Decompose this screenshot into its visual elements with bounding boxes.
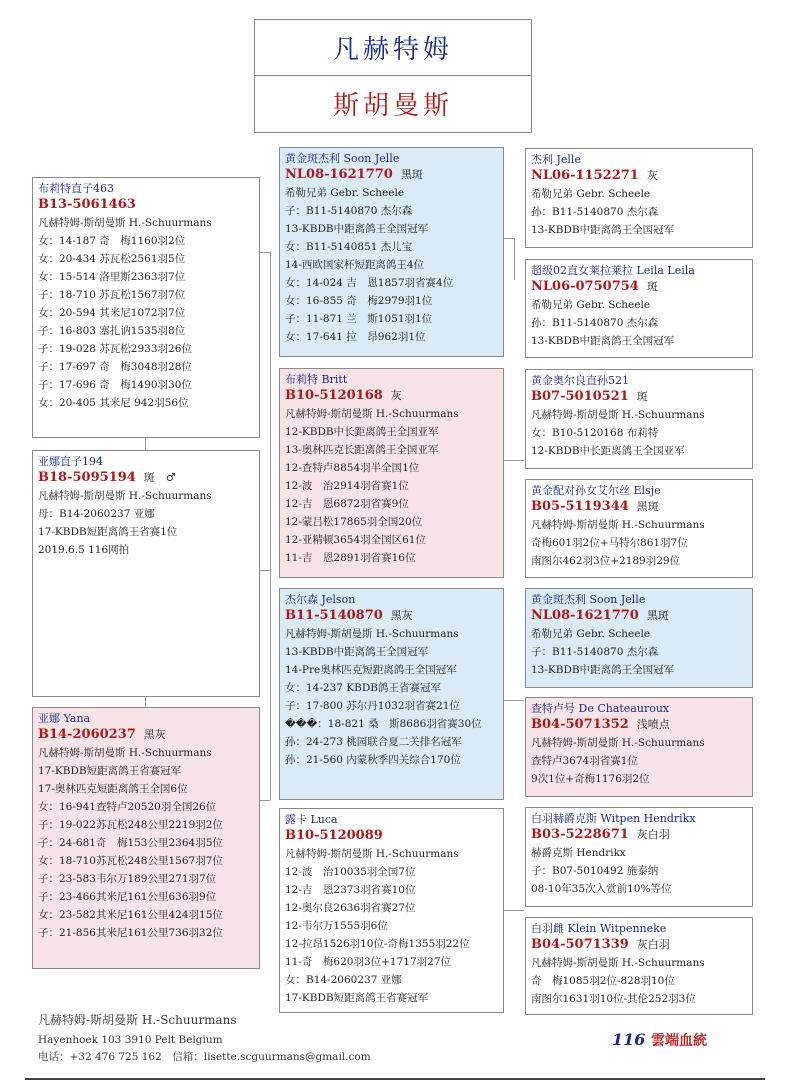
bottom-divider — [25, 1078, 765, 1080]
record-line: 希勒兄弟 Gebr. Scheele — [531, 299, 651, 311]
owner-name: 凡赫特姆-斯胡曼斯 H.-Schuurmans — [38, 1013, 237, 1027]
connector-line — [145, 697, 146, 707]
record-line: 女：16-855 奇 梅2979羽1位 — [285, 295, 433, 307]
pigeon-card-ggd-1[interactable] — [525, 259, 753, 358]
title-box — [254, 19, 532, 133]
ring-number: NL08-1621770 黑斑 — [285, 167, 423, 182]
record-line: 查特卢3674羽省赛1位 — [531, 755, 638, 767]
record-line: 子：23-466其米尼161公里636羽9位 — [38, 891, 217, 903]
pigeon-name: 白羽雌 Klein Witpenneke — [531, 922, 667, 935]
record-line: 17-KBDB短距离鸽王省赛冠军 — [38, 765, 182, 777]
record-line: 子：B11-5140870 杰尔森 — [285, 205, 413, 217]
connector-line — [504, 700, 524, 701]
pigeon-card-sire[interactable] — [32, 450, 260, 697]
pigeon-card-ggd-2[interactable] — [525, 479, 753, 578]
record-line: 12-吉 恩2373羽省赛10位 — [285, 884, 416, 896]
record-line: 2019.6.5 116网拍 — [38, 544, 130, 556]
record-line: 希勒兄弟 Gebr. Scheele — [285, 187, 405, 199]
ring-number: B07-5010521 斑 — [531, 389, 648, 404]
record-line: 12-波 治10035羽全国7位 — [285, 866, 416, 878]
connector-line — [514, 238, 515, 280]
record-line: 14-Pre奥林匹克短距离鸽王全国冠军 — [285, 664, 457, 676]
record-line: 凡赫特姆-斯胡曼斯 H.-Schuurmans — [38, 490, 212, 502]
pigeon-card-granddam-sire[interactable] — [279, 368, 504, 578]
pigeon-name: 露卡 Luca — [285, 813, 338, 826]
ring-number: B10-5120168 灰 — [285, 388, 402, 403]
record-line: 南图尔1631羽10位-其伦252羽3位 — [531, 993, 696, 1005]
pigeon-card-ggs-4[interactable] — [525, 807, 753, 907]
record-line: 凡赫特姆-斯胡曼斯 H.-Schuurmans — [285, 408, 459, 420]
pigeon-name: 亚娜直子194 — [38, 455, 103, 468]
record-line: 13-KBDB中距离鸽王全国冠军 — [531, 335, 675, 347]
pigeon-card-grandsire-dam[interactable] — [279, 588, 504, 800]
record-line: 子：21-856其米尼161公里736羽32位 — [38, 927, 223, 939]
record-line: 奇梅601羽2位+马特尔861羽7位 — [531, 537, 688, 549]
pigeon-name: 布莉特 Britt — [285, 373, 348, 386]
connector-line — [260, 570, 270, 571]
record-line: 12-吉 恩6872羽省赛9位 — [285, 498, 409, 510]
record-line: 子：17-696 奇 梅1490羽30位 — [38, 379, 192, 391]
ring-number: NL06-0750754 斑 — [531, 279, 658, 294]
record-line: 12-KBDB中长距离鸽王全国亚军 — [285, 426, 439, 438]
record-line: 13-KBDB中距离鸽王全国冠军 — [531, 664, 675, 676]
connector-line — [504, 238, 514, 239]
address-line: Hayenhoek 103 3910 Pelt Belgium — [38, 1034, 223, 1046]
record-line: 女：17-641 拉 昂962羽1位 — [285, 331, 426, 343]
record-line: 17-KBDB短距离鸽王省赛冠军 — [285, 992, 429, 1004]
record-line: 女：20-594 其米尼1072羽7位 — [38, 307, 186, 319]
ring-number: B05-5119344 黑斑 — [531, 499, 659, 514]
ring-number: B10-5120089 — [285, 828, 383, 843]
record-line: 12-蒙吕松17865羽全国20位 — [285, 516, 423, 528]
record-line: 子：B07-5010492 施泰纳 — [531, 865, 659, 877]
pigeon-card-dam[interactable] — [32, 707, 260, 969]
logo-text: 雲端血統 — [650, 1033, 707, 1049]
pigeon-card-subject[interactable] — [32, 177, 260, 438]
pigeon-name: 黄金斑杰利 Soon Jelle — [531, 593, 646, 606]
record-line: 凡赫特姆-斯胡曼斯 H.-Schuurmans — [531, 519, 705, 531]
record-line: 孙：24-273 桃园联合夏二关排名冠军 — [285, 736, 462, 748]
record-line: 女：16-941查特卢20520羽全国26位 — [38, 801, 217, 813]
record-line: 女：20-434 苏瓦松2561羽5位 — [38, 253, 186, 265]
pigeon-card-grandsire-sire[interactable] — [279, 147, 504, 357]
contact-line: 电话：+32 476 725 162 信箱：lisette.scguurmans@gmail.com — [38, 1051, 371, 1063]
pigeon-card-ggs-2[interactable] — [525, 369, 753, 469]
record-line: 女：14-024 吉 恩1857羽省赛4位 — [285, 277, 454, 289]
record-line: 子：18-710 苏瓦松1567羽7位 — [38, 289, 186, 301]
pigeon-card-ggd-4[interactable] — [525, 917, 753, 1015]
record-line: 子：24-681奇 梅153公里2364羽5位 — [38, 837, 223, 849]
record-line: 12-亚精顿3654羽全国区61位 — [285, 534, 426, 546]
record-line: 子：19-028 苏瓦松2933羽26位 — [38, 343, 192, 355]
record-line: 13-KBDB中距离鸽王全国冠军 — [531, 224, 675, 236]
record-line: 凡赫特姆-斯胡曼斯 H.-Schuurmans — [285, 848, 459, 860]
record-line: 女：B10-5120168 布莉特 — [531, 427, 659, 439]
connector-line — [145, 438, 146, 450]
connector-line — [260, 252, 270, 253]
record-line: 17-KBDB短距离鸽王省赛1位 — [38, 526, 178, 538]
ring-number: B18-5095194 斑 ♂ — [38, 470, 176, 485]
loft-title-top: 凡赫特姆 — [255, 20, 531, 76]
record-line: 凡赫特姆-斯胡曼斯 H.-Schuurmans — [531, 957, 705, 969]
record-line: 孙：21-560 内蒙秋季四关综合170位 — [285, 754, 461, 766]
record-line: 12-波 治2914羽省赛1位 — [285, 480, 409, 492]
ring-number: B14-2060237 黑灰 — [38, 727, 166, 742]
record-line: 9次1位+奇梅1176羽2位 — [531, 773, 650, 785]
record-line: 女：20-405 其米尼 942羽56位 — [38, 397, 189, 409]
record-line: 凡赫特姆-斯胡曼斯 H.-Schuurmans — [38, 217, 212, 229]
record-line: 女：B11-5140851 杰儿宝 — [285, 241, 413, 253]
ring-number: NL08-1621770 黑斑 — [531, 608, 669, 623]
ring-number: B13-5061463 — [38, 197, 136, 212]
ring-number: B04-5071352 浅喷点 — [531, 717, 670, 732]
record-line: 子：19-022苏瓦松248公里2219羽2位 — [38, 819, 223, 831]
pigeon-name: 杰尔森 Jelson — [285, 593, 356, 606]
record-line: 13-奥林匹克长距离鸽王全国亚军 — [285, 444, 439, 456]
connector-line — [504, 460, 524, 461]
record-line: 母：B14-2060237 亚娜 — [38, 508, 155, 520]
record-line: 凡赫特姆-斯胡曼斯 H.-Schuurmans — [531, 409, 705, 421]
record-line: 赫爵克斯 Hendrikx — [531, 847, 626, 859]
record-line: 希勒兄弟 Gebr. Scheele — [531, 628, 651, 640]
record-line: 子：17-800 苏尔丹1032羽省赛21位 — [285, 700, 460, 712]
brand-logo — [612, 1030, 707, 1050]
record-line: 13-KBDB中距离鸽王全国冠军 — [285, 223, 429, 235]
record-line: 女：14-237 KBDB鸽王省赛冠军 — [285, 682, 441, 694]
record-line: 希勒兄弟 Gebr. Scheele — [531, 188, 651, 200]
record-line: 12-韦尔万1555羽6位 — [285, 920, 388, 932]
connector-line — [504, 910, 524, 911]
pigeon-card-ggs-1[interactable] — [525, 148, 753, 248]
pigeon-name: 黄金奥尔良直孙521 — [531, 374, 629, 387]
pigeon-name: 杰利 Jelle — [531, 153, 581, 166]
pigeon-name: 黄金斑杰利 Soon Jelle — [285, 152, 400, 165]
pigeon-name: 亚娜 Yana — [38, 712, 91, 725]
ring-number: B11-5140870 黑灰 — [285, 608, 413, 623]
record-line: 12-拉昂1526羽10位-奇梅1355羽22位 — [285, 938, 470, 950]
pigeon-name: 查特卢号 De Chateauroux — [531, 702, 670, 715]
record-line: 孙：B11-5140870 杰尔森 — [531, 206, 659, 218]
record-line: 11-吉 恩2891羽省赛16位 — [285, 552, 416, 564]
record-line: 子：16-803 塞扎讷1535羽8位 — [38, 325, 186, 337]
pigeon-card-granddam-dam[interactable] — [279, 808, 504, 1013]
ring-number: B03-5228671 灰白羽 — [531, 827, 670, 842]
record-line: 女：15-514 洛里斯2363羽7位 — [38, 271, 186, 283]
record-line: 女：B14-2060237 亚娜 — [285, 974, 402, 986]
pigeon-name: 超级02直女莱拉莱拉 Leila Leila — [531, 264, 695, 277]
record-line: 孙：B11-5140870 杰尔森 — [531, 317, 659, 329]
pigeon-name: 布莉特直子463 — [38, 182, 114, 195]
record-line: 南图尔462羽3位+2189羽29位 — [531, 555, 681, 567]
record-line: 子：11-871 兰 斯1051羽1位 — [285, 313, 433, 325]
record-line: 奇 梅1085羽2位-828羽10位 — [531, 975, 675, 987]
record-line: 凡赫特姆-斯胡曼斯 H.-Schuurmans — [285, 628, 459, 640]
pigeon-name: 黄金配对孙女艾尔丝 Elsje — [531, 484, 661, 497]
record-line: 11-奇 梅620羽3位+1717羽27位 — [285, 956, 452, 968]
record-line: 女：14-187 奇 梅1160羽2位 — [38, 235, 186, 247]
record-line: 凡赫特姆-斯胡曼斯 H.-Schuurmans — [38, 747, 212, 759]
record-line: 17-奥林匹克短距离鸽王全国6位 — [38, 783, 188, 795]
record-line: 12-查特卢8854羽半全国1位 — [285, 462, 420, 474]
record-line: 女：23-582其米尼161公里424羽15位 — [38, 909, 223, 921]
record-line: 子：17-697 奇 梅3048羽28位 — [38, 361, 192, 373]
record-line: 子：23-583韦尔万189公里271羽7位 — [38, 873, 217, 885]
record-line: 女：18-710苏瓦松248公里1567羽7位 — [38, 855, 223, 867]
logo-number: 116 — [612, 1030, 646, 1049]
pigeon-card-ggs-3[interactable] — [525, 588, 753, 688]
connector-line — [270, 252, 271, 800]
ring-number: NL06-1152271 灰 — [531, 168, 658, 183]
pigeon-name: 白羽赫爵克斯 Witpen Hendrikx — [531, 812, 696, 825]
loft-title-bottom: 斯胡曼斯 — [332, 91, 453, 121]
record-line: 子：B11-5140870 杰尔森 — [531, 646, 659, 658]
record-line: 12-奥尔良2636羽省赛27位 — [285, 902, 416, 914]
connector-line — [260, 800, 270, 801]
record-line: ���：18-821 桑 斯8686羽省赛30位 — [285, 718, 482, 730]
record-line: 13-KBDB中距离鸽王全国冠军 — [285, 646, 429, 658]
record-line: 凡赫特姆-斯胡曼斯 H.-Schuurmans — [531, 737, 705, 749]
contact-block — [38, 1032, 371, 1066]
record-line: 08-10年35次入赏前10%等位 — [531, 883, 672, 895]
pigeon-card-ggd-3[interactable] — [525, 697, 753, 797]
record-line: 14-西欧国家杯短距离鸽王4位 — [285, 259, 425, 271]
record-line: 12-KBDB中长距离鸽王全国亚军 — [531, 445, 685, 457]
ring-number: B04-5071339 灰白羽 — [531, 937, 670, 952]
